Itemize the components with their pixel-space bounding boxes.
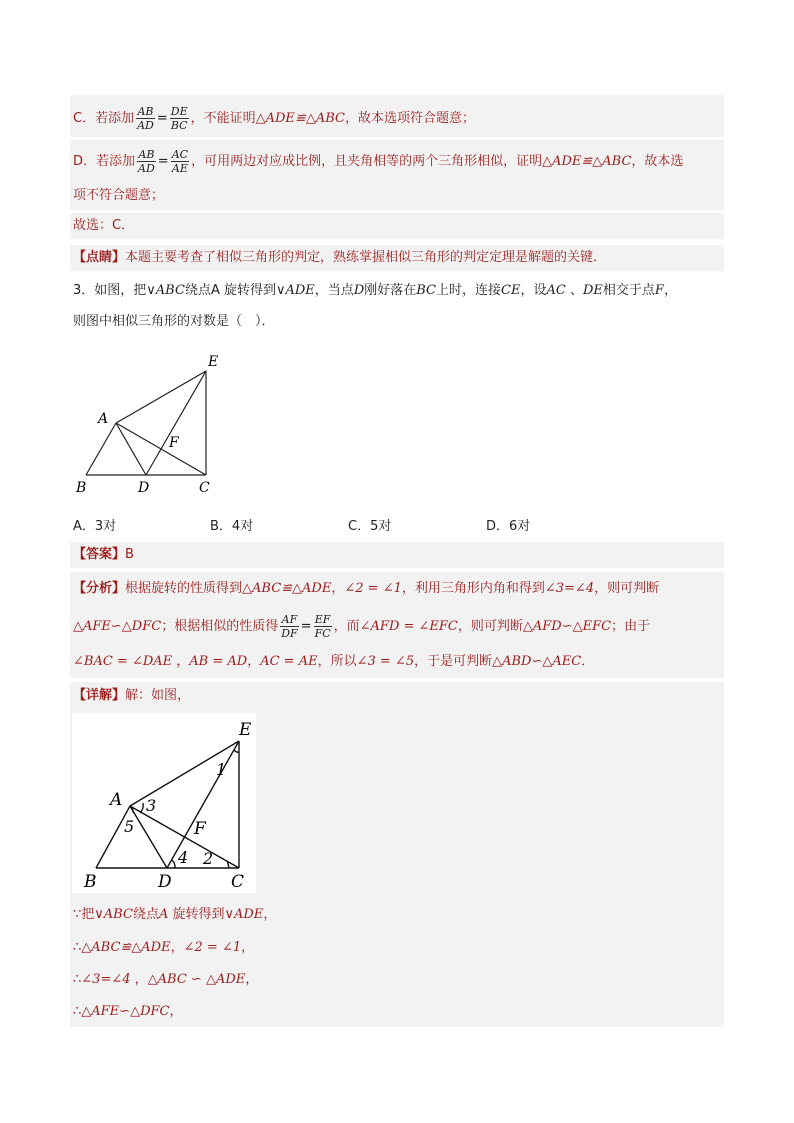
proof-line-3: ∴∠3=∠4 ，△ABC ∽ △ADE， xyxy=(73,972,259,987)
question-3-figure xyxy=(70,348,240,498)
label-c: C xyxy=(231,872,245,892)
angle-mark-3 xyxy=(140,803,143,813)
option-c-fraction-2: $\frac{DE}{BC}$ xyxy=(170,105,188,132)
option-c-line: C．若添加 $\frac{AB}{AD}$ = $\frac{DE}{BC}$ ，不能证明△ADE≌△ABC，故本选项符合题意； xyxy=(73,105,475,132)
analysis-fraction-1: $\frac{AF}{DF}$ xyxy=(281,613,298,640)
detail-line: 【详解】解：如图， xyxy=(73,688,191,703)
segment-ab xyxy=(96,806,130,868)
analysis-fraction-2: $\frac{EF}{FC}$ xyxy=(314,613,331,640)
note-line: 【点睛】本题主要考查了相似三角形的判定，熟练掌握相似三角形的判定定理是解题的关键． xyxy=(73,250,607,265)
segment-ad xyxy=(130,806,167,868)
answer-line: 【答案】B xyxy=(73,547,134,562)
label-e: E xyxy=(239,720,252,740)
label-e: E xyxy=(208,354,219,370)
label-f: F xyxy=(194,819,206,839)
answer-band xyxy=(70,542,724,568)
proof-line-4: ∴△AFE∽△DFC， xyxy=(73,1004,183,1019)
angle-mark-1 xyxy=(234,750,239,752)
segment-de xyxy=(146,371,206,475)
option-d-fraction-1: $\frac{AB}{AD}$ xyxy=(138,148,155,175)
proof-line-1: ∵把∨ABC绕点A 旋转得到∨ADE， xyxy=(73,907,277,922)
option-a[interactable]: A．3对 xyxy=(73,519,117,534)
analysis-line-3: ∠BAC = ∠DAE ，AB = AD，AC = AE，所以∠3 = ∠5，于是可判断△ABD∽△AEC． xyxy=(73,654,595,669)
angle-label-5: 5 xyxy=(124,817,135,836)
segment-ad xyxy=(116,423,146,475)
label-b: B xyxy=(76,480,87,496)
analysis-line-1: 【分析】根据旋转的性质得到△ABC≌△ADE，∠2 = ∠1，利用三角形内角和得到∠3=∠4，则可判断 xyxy=(73,581,660,596)
label-d: D xyxy=(138,480,150,496)
detail-figure xyxy=(72,713,256,893)
choice-line: 故选：C． xyxy=(73,218,135,233)
proof-line-2: ∴△ABC≌△ADE，∠2 = ∠1， xyxy=(73,940,255,955)
angle-label-1: 1 xyxy=(216,760,227,779)
option-c-fraction-1: $\frac{AB}{AD}$ xyxy=(137,105,154,132)
label-a: A xyxy=(98,411,109,427)
label-d: D xyxy=(158,872,172,892)
option-c[interactable]: C．5对 xyxy=(348,519,392,534)
question-3-line-1: 3．如图，把∨ABC绕点A 旋转得到∨ADE，当点D刚好落在BC上时，连接CE，设AC 、DE相交于点F， xyxy=(73,283,677,298)
angle-label-4: 4 xyxy=(178,848,189,867)
segment-ae xyxy=(116,371,206,423)
angle-label-2: 2 xyxy=(203,849,214,868)
option-d-line-2: 项不符合题意； xyxy=(73,188,165,203)
label-a: A xyxy=(110,790,123,810)
angle-label-3: 3 xyxy=(146,796,157,815)
question-3-line-2: 则图中相似三角形的对数是（ ）． xyxy=(73,314,275,329)
option-d-fraction-2: $\frac{AC}{AE}$ xyxy=(171,148,189,175)
label-c: C xyxy=(199,480,210,496)
label-b: B xyxy=(84,872,97,892)
option-d-line: D．若添加 $\frac{AB}{AD}$ = $\frac{AC}{AE}$ ，可用两边对应成比例，且夹角相等的两个三角形相似，证明△ADE≌△ABC，故本选 xyxy=(73,148,684,175)
option-d[interactable]: D．6对 xyxy=(486,519,531,534)
detail-figure-frame xyxy=(72,713,256,893)
option-b[interactable]: B．4对 xyxy=(210,519,254,534)
label-f: F xyxy=(169,435,179,451)
choice-band xyxy=(70,213,724,239)
analysis-line-2: △AFE∽△DFC；根据相似的性质得 $\frac{AF}{DF}$ = $\frac{EF}{FC}$ ，而∠AFD = ∠EFC，则可判断△AFD∽△EFC；由于 xyxy=(73,613,651,640)
segment-ab xyxy=(86,423,116,475)
